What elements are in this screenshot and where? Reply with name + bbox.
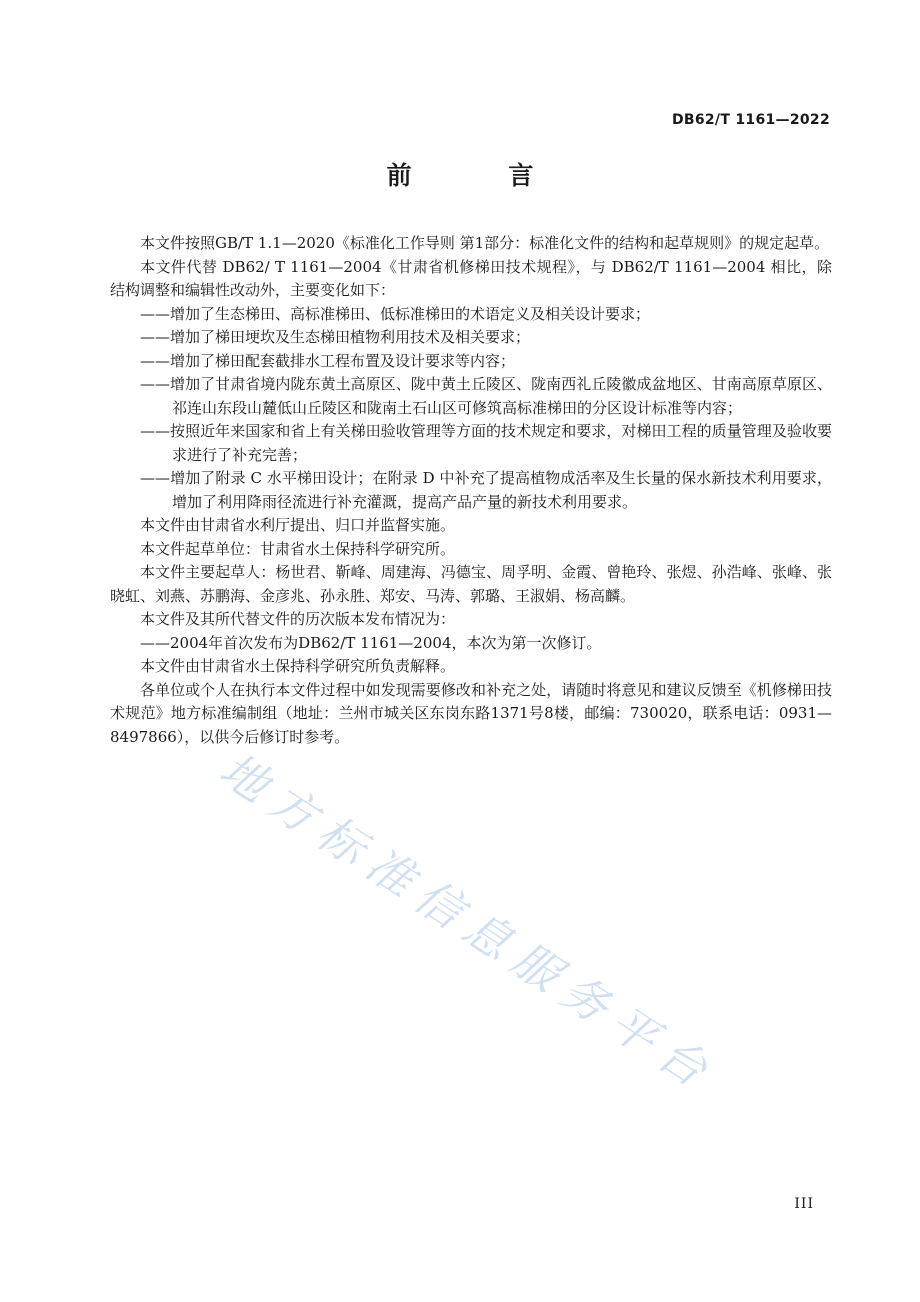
change-item: ——增加了梯田埂坎及生态梯田植物利用技术及相关要求；	[140, 328, 531, 346]
page-title: 前 言	[386, 161, 578, 190]
paragraph-proposer: 本文件由甘肃省水利厅提出、归口并监督实施。	[140, 516, 456, 534]
foreword-body	[110, 232, 832, 749]
change-item: ——增加了梯田配套截排水工程布置及设计要求等内容；	[140, 351, 516, 370]
paragraph-feedback: 各单位或个人在执行本文件过程中如发现需要修改和补充之处，请随时将意见和建议反馈至《机修梯田技术规范》地方标准编制组（地址：兰州市城关区东岗东路1371号8楼，邮编：730020，联系电话：0931—8497866），以供今后修订时参考。	[110, 680, 832, 746]
change-item: ——增加了生态梯田、高标准梯田、低标准梯田的术语定义及相关设计要求；	[140, 304, 651, 323]
paragraph-interpretation: 本文件由甘肃省水土保持科学研究所负责解释。	[140, 657, 456, 675]
paragraph-drafting-rules: 本文件按照GB/T 1.1—2020《标准化工作导则 第1部分：标准化文件的结构和起草规则》的规定起草。	[140, 234, 830, 252]
paragraph-history-intro: 本文件及其所代替文件的历次版本发布情况为：	[140, 610, 456, 628]
change-item: ——按照近年来国家和省上有关梯田验收管理等方面的技术规定和要求，对梯田工程的质量管理及验收要求进行了补充完善；	[140, 422, 832, 464]
change-item: ——增加了附录 C 水平梯田设计；在附录 D 中补充了提高植物成活率及生长量的保水新技术利用要求，增加了利用降雨径流进行补充灌溉，提高产品产量的新技术利用要求。	[140, 469, 832, 511]
change-item: ——增加了甘肃省境内陇东黄土高原区、陇中黄土丘陵区、陇南西礼丘陵徽成盆地区、甘南高原草原区、祁连山东段山麓低山丘陵区和陇南土石山区可修筑高标准梯田的分区设计标准等内容；	[140, 375, 832, 417]
paragraph-drafters: 本文件主要起草人：杨世君、靳峰、周建海、冯德宝、周孚明、金霞、曾艳玲、张煜、孙浩峰、张峰、张晓虹、刘燕、苏鹏海、金彦兆、孙永胜、郑安、马涛、郭璐、王淑娟、杨高麟。	[110, 563, 832, 605]
document-code: DB62/T 1161—2022	[671, 112, 830, 128]
watermark: 地方标准信息服务平台	[210, 741, 727, 1104]
paragraph-replacement: 本文件代替 DB62/ T 1161—2004《甘肃省机修梯田技术规程》，与 DB62/T 1161—2004 相比，除结构调整和编辑性改动外，主要变化如下：	[110, 257, 832, 299]
paragraph-history-item: ——2004年首次发布为DB62/T 1161—2004，本次为第一次修订。	[140, 633, 602, 652]
paragraph-drafting-unit: 本文件起草单位：甘肃省水土保持科学研究所。	[140, 539, 456, 558]
page-number: III	[794, 1196, 814, 1212]
